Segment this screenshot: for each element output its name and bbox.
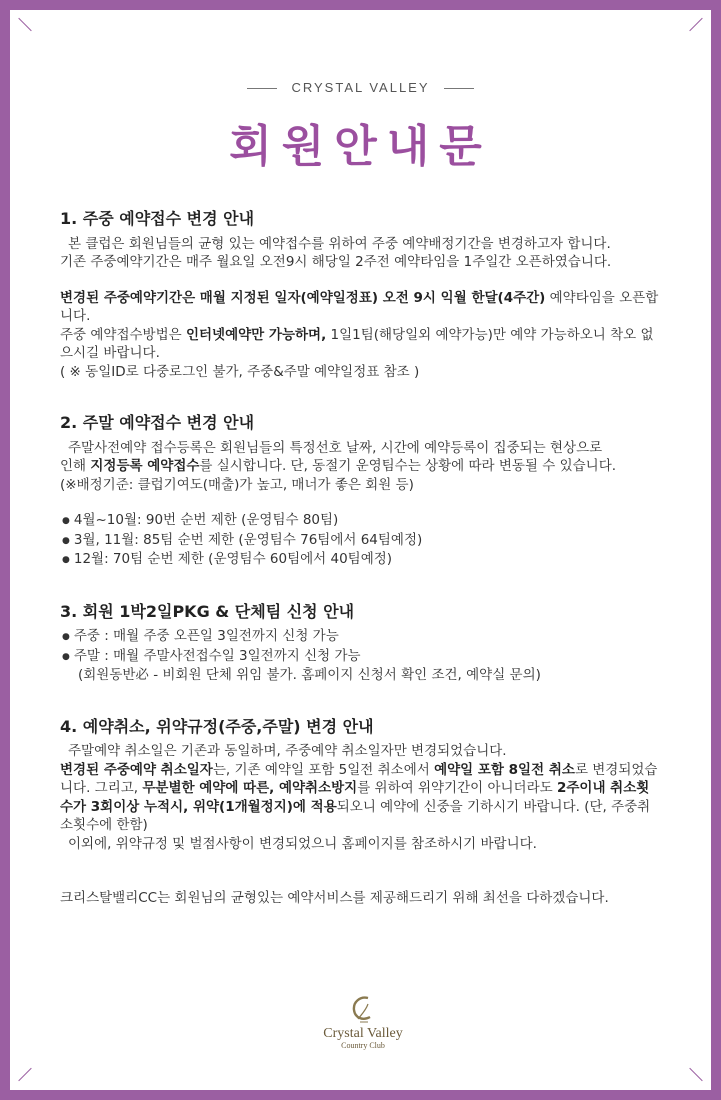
notice-paper [10,10,711,1090]
bold-text: 지정등록 예약접수 [90,458,200,474]
bold-text: 2주이내 취소횟수가 3회이상 누적시, 위약(1개월정지)에 적용 [60,780,650,815]
bullet-list [60,627,660,666]
corner-ornament [18,1068,32,1082]
paragraph [60,457,660,476]
text: 주중 예약접수방법은 [60,326,186,343]
brand-name: CRYSTAL VALLEY [291,80,430,95]
text: 는, 기존 예약일 포함 5일전 취소에서 [212,761,435,778]
paragraph: 주말사전예약 접수등록은 회원님들의 특정선호 날짜, 시간에 예약등록이 집중되는 현상으로 [68,439,603,456]
list-item: ● 4월~10월: 90번 순번 제한 (운영팀수 80팀) [60,511,660,531]
text: 로 변경되었습니다. 그리고, [60,761,658,796]
page-title: 회원안내문 [229,121,492,172]
paragraph: 주말예약 취소일은 기존과 동일하며, 주중예약 취소일자만 변경되었습니다. [68,743,507,759]
bold-text: 무분별한 예약에 따른, 예약취소방지 [142,780,358,796]
brand-header [10,80,711,95]
paragraph: 이외에, 위약규정 및 벌점사항이 변경되었으니 홈페이지를 참조하시기 바랍니다. [68,835,537,852]
list-item: ● 주말 : 매월 주말사전접수일 3일전까지 신청 가능 [60,647,660,667]
section-title: 2. 주말 예약접수 변경 안내 [60,413,255,432]
paragraph: (※배정기준: 클럽기여도(매출)가 높고, 매너가 좋은 회원 등) [60,476,414,493]
logo-subtitle: Country Club [341,1041,385,1050]
section-title: 3. 회원 1박2일PKG & 단체팀 신청 안내 [60,601,355,621]
crystal-valley-emblem-icon [346,992,380,1026]
section-title: 4. 예약취소, 위약규정(주중,주말) 변경 안내 [60,716,374,736]
text: 를 위하여 위약기간이 아니더라도 [357,780,557,796]
logo-name: Crystal Valley [323,1026,403,1041]
paragraph [60,289,660,326]
section-weekday-reservation [60,210,660,381]
closing-statement: 크리스탈밸리CC는 회원님의 균형있는 예약서비스를 제공해드리기 위해 최선을 다하겠습니다. [60,890,609,906]
section-cancellation-policy [60,718,660,854]
paragraph: 본 클럽은 회원님들의 균형 있는 예약접수를 위하여 주중 예약배정기간을 변경하고자 합니다. [68,235,611,252]
bullet-list [60,511,660,570]
bold-text: 예약일 포함 8일전 취소 [434,761,575,778]
list-item: ● 주중 : 매월 주중 오픈일 3일전까지 신청 가능 [60,627,660,647]
text: 를 실시합니다. 단, 동절기 운영팀수는 상황에 따라 변동될 수 있습니다. [199,458,617,474]
list-item: ● 3월, 11월: 85팀 순번 제한 (운영팀수 76팀에서 64팀예정) [60,531,660,551]
club-logo [308,992,418,1062]
paragraph: 기존 주중예약기간은 매주 월요일 오전9시 해당일 2주전 예약타임을 1주일간 오픈하였습니다. [60,254,612,270]
paragraph [60,326,660,363]
divider [444,88,474,89]
section-title: 1. 주중 예약접수 변경 안내 [60,209,255,228]
divider [247,88,277,89]
corner-ornament [18,18,32,32]
text: 되오니 예약에 신중을 기하시기 바랍니다. (단, 주중취소횟수에 한함) [60,798,651,833]
bold-text: 인터넷예약만 가능하며, [185,326,327,343]
corner-ornament [689,1068,703,1082]
corner-ornament [689,18,703,32]
bold-text: 변경된 주중예약기간은 매월 지정된 일자(예약일정표) 오전 9시 익월 한달(4주간) [60,289,546,306]
paragraph: ( ※ 동일ID로 다중로그인 불가, 주중&주말 예약일정표 참조 ) [60,363,420,380]
notice-body [60,210,660,908]
section-package-group [60,603,660,685]
paragraph: (회원동반必 - 비회원 단체 위임 불가. 홈페이지 신청서 확인 조건, 예약실 문의) [78,667,541,683]
paragraph [60,761,660,835]
text: 1일1팀(해당일외 예약가능)만 예약 가능하오니 착오 없으시길 바랍니다. [60,326,654,361]
list-item: ● 12월: 70팀 순번 제한 (운영팀수 60팀에서 40팀예정) [60,550,660,570]
text: 예약타임을 오픈합니다. [60,289,659,324]
section-weekend-reservation [60,414,660,570]
text: 인해 [60,458,91,474]
bold-text: 변경된 주중예약 취소일자 [60,761,213,778]
